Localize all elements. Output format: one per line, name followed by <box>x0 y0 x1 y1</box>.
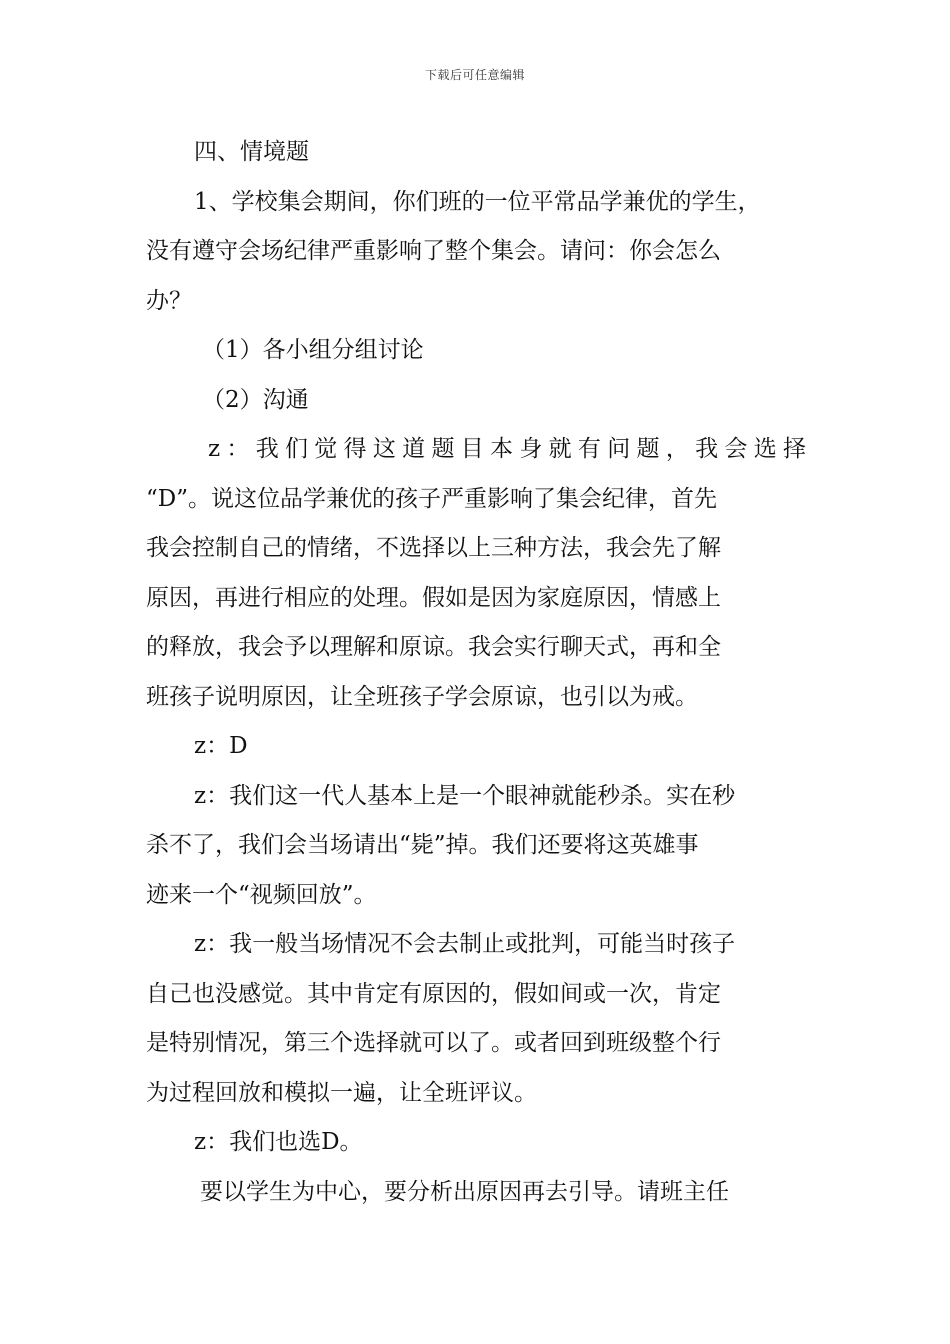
paragraph-line: 办？ <box>146 287 192 314</box>
answer-paragraph <box>146 425 806 722</box>
paragraph-line: 原因，再进行相应的处理。假如是因为家庭原因，情感上 <box>146 584 721 611</box>
paragraph-line: 没有遵守会场纪律严重影响了整个集会。请问：你会怎么 <box>146 238 721 264</box>
document-body <box>146 128 806 1217</box>
answer-paragraph <box>146 1168 806 1218</box>
answer-paragraph <box>146 1118 806 1168</box>
page-header: 下载后可任意编辑 <box>424 68 525 82</box>
paragraph-line: z：D <box>194 733 248 759</box>
paragraph-line: 迹来一个“视频回放”。 <box>146 881 377 908</box>
step-item: （2）沟通 <box>202 386 309 413</box>
paragraph-line: 1、学校集会期间，你们班的一位平常品学兼优的学生， <box>194 188 761 215</box>
section-title: 四、情境题 <box>194 139 309 165</box>
answer-paragraph <box>146 722 806 772</box>
paragraph-line: 是特别情况，第三个选择就可以了。或者回到班级整个行 <box>146 1030 721 1056</box>
paragraph-line: 为过程回放和模拟一遍，让全班评议。 <box>146 1079 537 1106</box>
paragraph-line: 的释放，我会予以理解和原谅。我会实行聊天式，再和全 <box>146 634 721 660</box>
paragraph-line: z：我们这一代人基本上是一个眼神就能秒杀。实在秒 <box>194 782 736 809</box>
answer-paragraph <box>146 920 806 1118</box>
paragraph-line: 我会控制自己的情绪，不选择以上三种方法，我会先了解 <box>146 535 721 561</box>
question-paragraph <box>146 178 806 327</box>
paragraph-line: z：我一般当场情况不会去制止或批判，可能当时孩子 <box>194 931 736 957</box>
paragraph-line: 杀不了，我们会当场请出“毙”掉。我们还要将这英雄事 <box>146 832 699 858</box>
paragraph-line: z：我们觉得这道题目本身就有问题，我会选择 <box>208 436 806 462</box>
step-item: （1）各小组分组讨论 <box>202 337 424 363</box>
paragraph-line: 班孩子说明原因，让全班孩子学会原谅，也引以为戒。 <box>146 683 698 710</box>
paragraph-line: “D”。说这位品学兼优的孩子严重影响了集会纪律，首先 <box>146 485 717 512</box>
paragraph-line: z：我们也选D。 <box>194 1129 363 1155</box>
answer-paragraph <box>146 772 806 921</box>
paragraph-line: 要以学生为中心，要分析出原因再去引导。请班主任 <box>200 1178 729 1205</box>
paragraph-line: 自己也没感觉。其中肯定有原因的，假如间或一次，肯定 <box>146 980 721 1007</box>
